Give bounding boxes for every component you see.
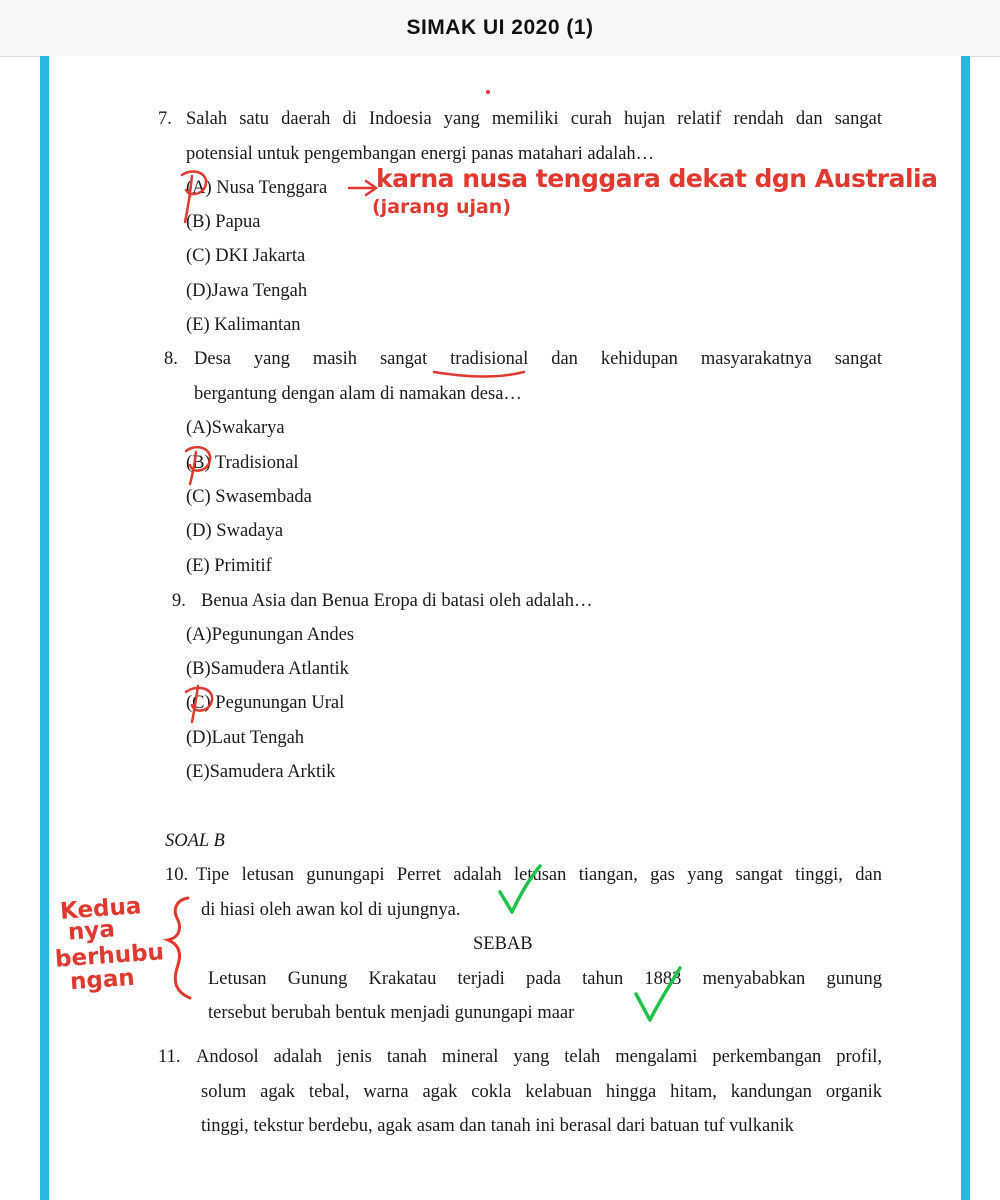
option-item: (E) Primitif [186, 556, 272, 576]
question-text-line [201, 1081, 882, 1103]
question-number: 7. [158, 109, 172, 129]
option-item: (D) Swadaya [186, 521, 284, 541]
right-accent-bar [961, 56, 970, 1200]
question-line: Salah satu daerah di Indoesia yang memiliki curah hujan relatif rendah dan sangat [186, 109, 882, 129]
option-item: (B) Papua [186, 212, 261, 232]
question-line: Andosol adalah jenis tanah mineral yang telah mengalami perkembangan profil, [196, 1047, 882, 1067]
question-number: 11. [158, 1047, 181, 1067]
question-text-line: tinggi, tekstur berdebu, agak asam dan tanah ini berasal dari batuan tuf vulkanik [201, 1116, 794, 1136]
option-item: (B) Tradisional [186, 453, 299, 473]
reason-line: Letusan Gunung Krakatau terjadi pada tahun 1883 menyababkan gunung [208, 969, 882, 989]
handwritten-note: nya [67, 916, 116, 946]
reason-text-line [208, 968, 882, 990]
question-text-line [194, 348, 882, 370]
question-line: solum agak tebal, warna agak cokla kelabuan hingga hitam, kandungan organik [201, 1082, 882, 1102]
question-text-line: di hiasi oleh awan kol di ujungnya. [201, 900, 461, 920]
handwritten-note: karna nusa tenggara dekat dgn Australia [376, 164, 938, 193]
connector-word: SEBAB [473, 934, 533, 954]
question-text-line: bergantung dengan alam di namakan desa… [194, 384, 522, 404]
question-line: Desa yang masih sangat tradisional dan kehidupan masyarakatnya sangat [194, 349, 882, 369]
handwritten-note: berhubu [54, 939, 165, 973]
document-title: SIMAK UI 2020 (1) [406, 16, 594, 39]
question-text-line: potensial untuk pengembangan energi panas matahari adalah… [186, 144, 655, 164]
question-number: 8. [164, 349, 178, 369]
question-text-line: Benua Asia dan Benua Eropa di batasi oleh adalah… [201, 591, 593, 611]
option-item: (C) DKI Jakarta [186, 246, 306, 266]
option-item: (A)Pegunungan Andes [186, 625, 355, 645]
option-item: (E) Kalimantan [186, 315, 301, 335]
question-number: 10. [165, 865, 189, 885]
option-item: (A) Nusa Tenggara [186, 178, 328, 198]
question-number: 9. [172, 591, 186, 611]
option-item: (C) Pegunungan Ural [186, 693, 345, 713]
option-item: (D)Jawa Tengah [186, 281, 308, 301]
handwritten-note: Kedua [59, 893, 143, 925]
question-text-line [196, 1046, 882, 1068]
question-text-line [186, 108, 882, 130]
option-item: (C) Swasembada [186, 487, 312, 507]
question-text-line [196, 864, 882, 886]
option-item: (B)Samudera Atlantik [186, 659, 349, 679]
left-accent-bar [40, 56, 49, 1200]
option-item: (E)Samudera Arktik [186, 762, 336, 782]
reason-text-line: tersebut berubah bentuk menjadi gunungapi maar [208, 1003, 575, 1023]
option-item: (A)Swakarya [186, 418, 285, 438]
handwritten-note: ngan [69, 964, 136, 996]
option-item: (D)Laut Tengah [186, 728, 305, 748]
question-line: Tipe letusan gunungapi Perret adalah letusan tiangan, gas yang sangat tinggi, dan [196, 865, 882, 885]
title-bar [0, 0, 1000, 57]
handwritten-note: (jarang ujan) [372, 196, 512, 218]
section-label: SOAL B [165, 831, 225, 851]
